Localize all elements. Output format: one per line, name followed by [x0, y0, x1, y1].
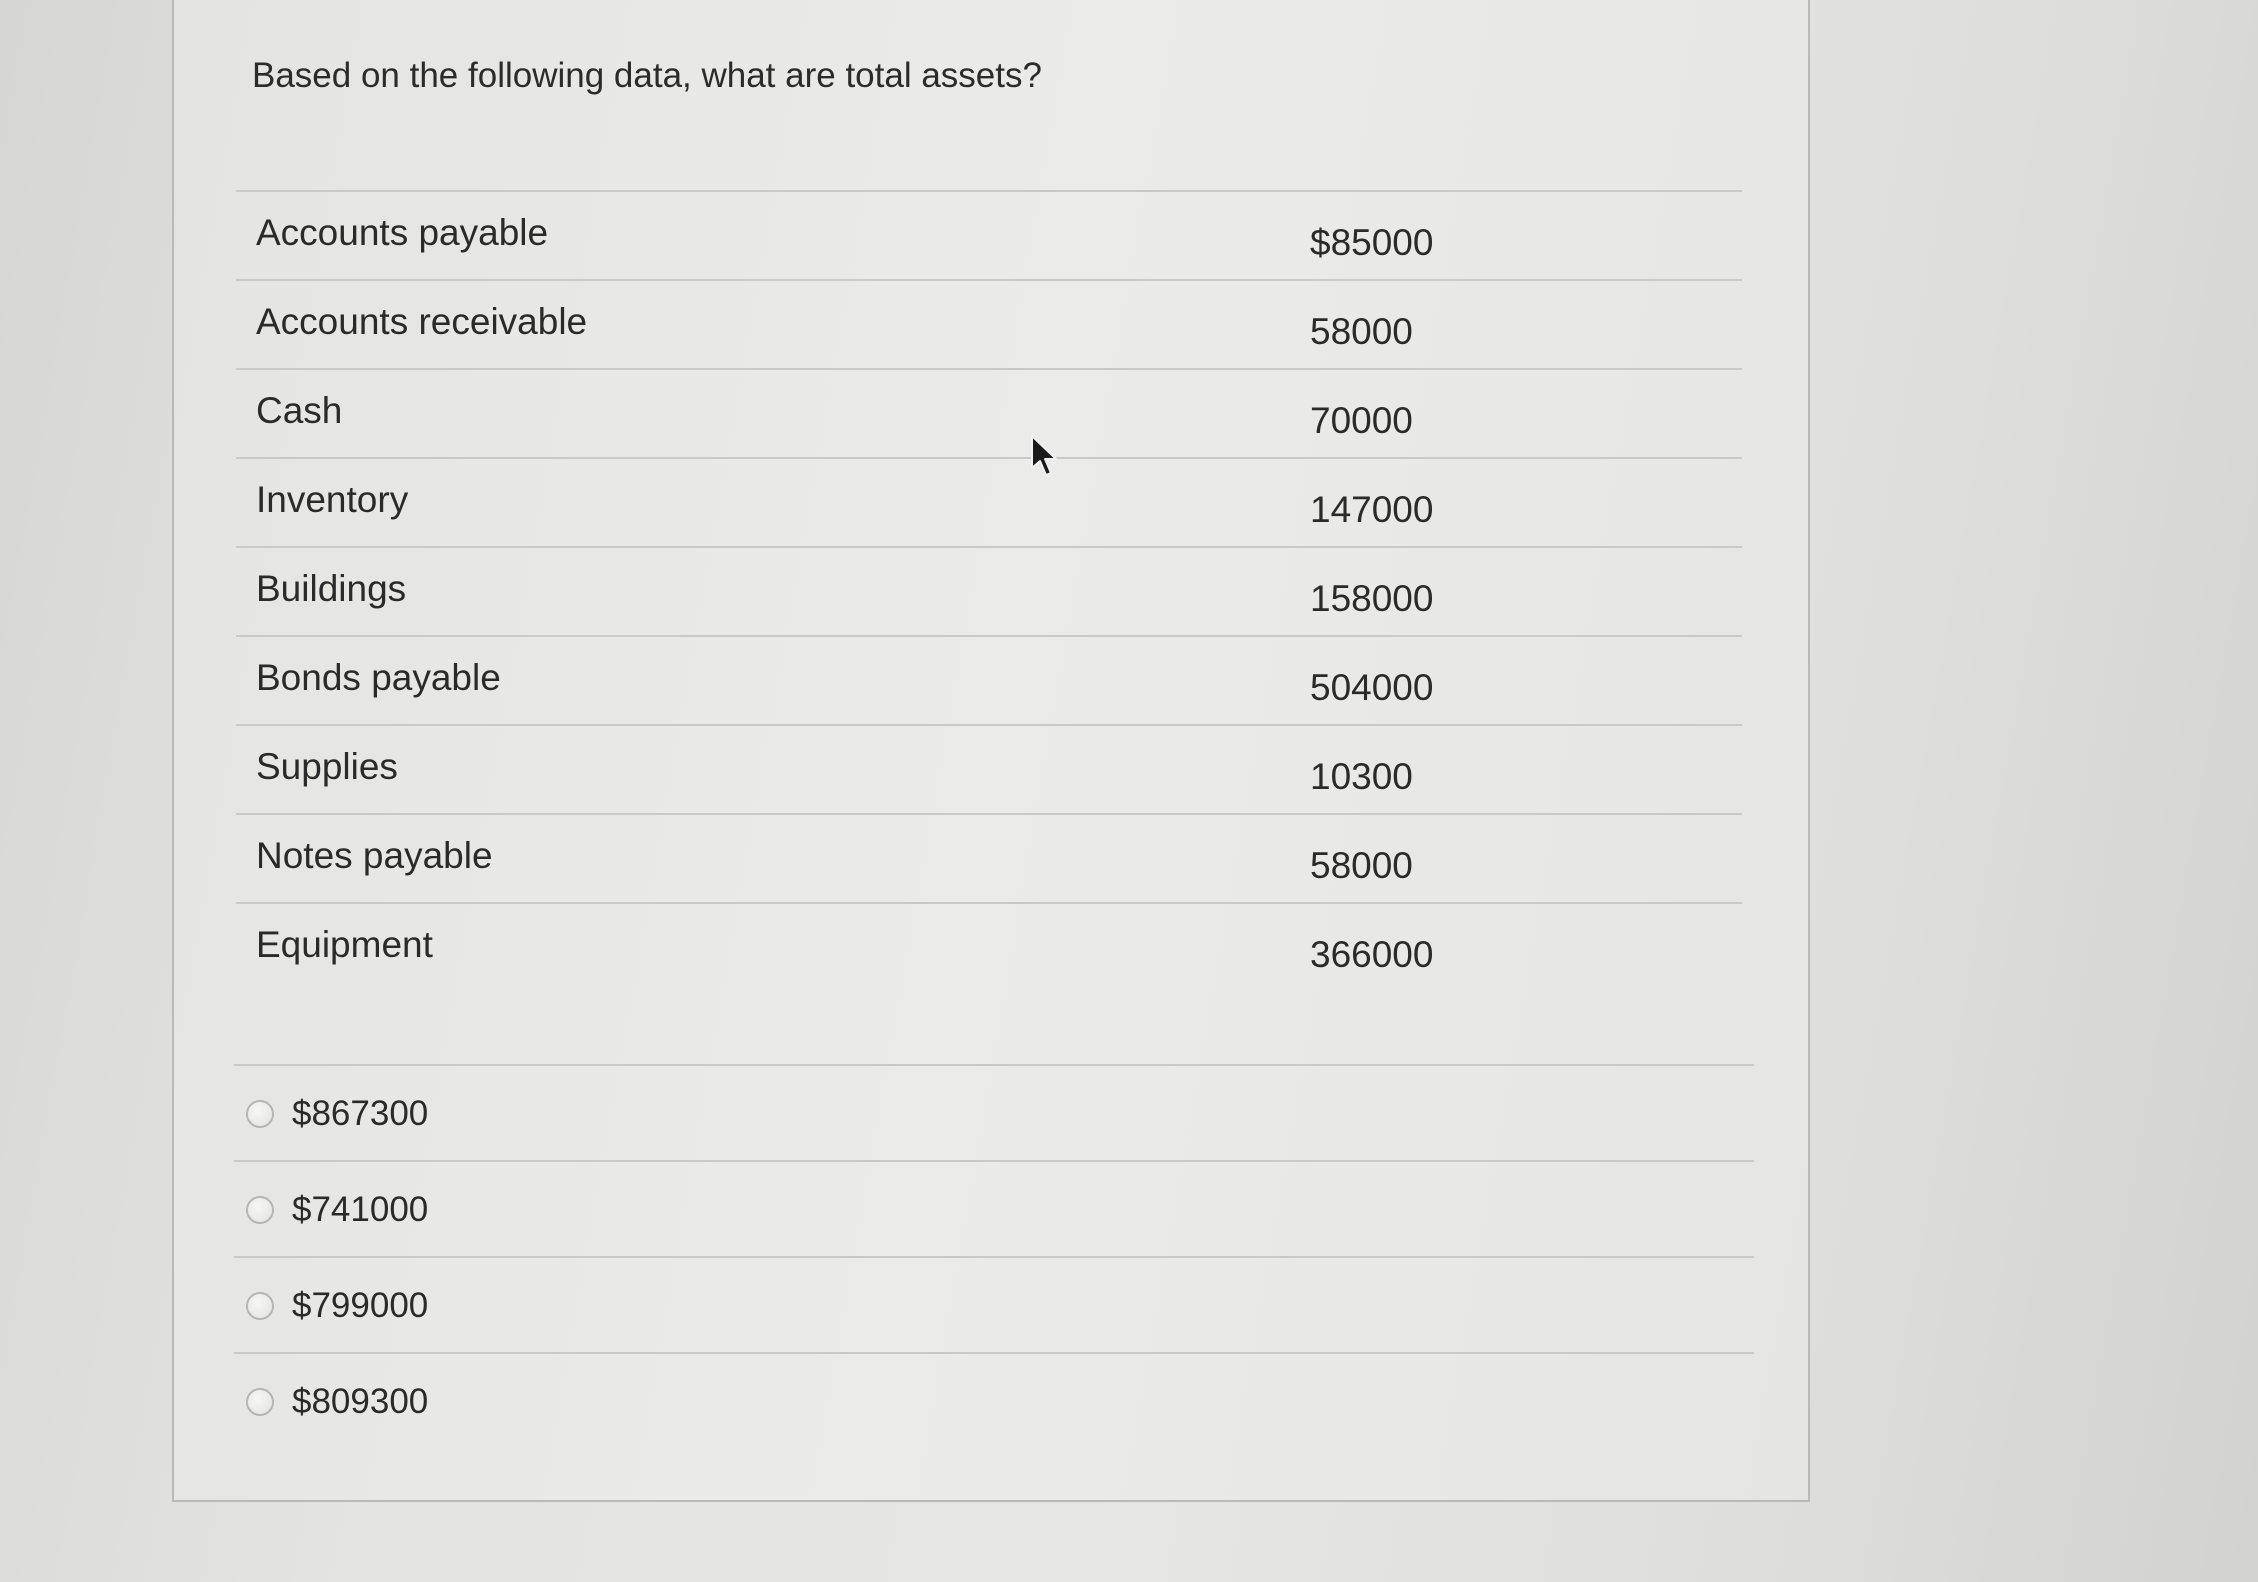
row-label: Notes payable [256, 835, 493, 876]
answer-option-label[interactable]: $799000 [292, 1286, 429, 1325]
row-label: Equipment [256, 924, 433, 965]
answer-option-label[interactable]: $741000 [292, 1190, 429, 1229]
radio-button-icon[interactable] [246, 1196, 274, 1224]
question-text: Based on the following data, what are total assets? [252, 56, 1042, 95]
row-label: Accounts payable [256, 212, 549, 253]
table-row [236, 279, 1742, 368]
table-row [236, 902, 1742, 1056]
radio-button-icon[interactable] [246, 1100, 274, 1128]
table-row [236, 546, 1742, 635]
table-row [236, 190, 1742, 279]
answer-option-label[interactable]: $867300 [292, 1094, 429, 1133]
mouse-pointer-icon [1030, 434, 1060, 478]
row-value: 10300 [1310, 756, 1413, 797]
row-value: $85000 [1310, 222, 1434, 263]
row-value: 366000 [1310, 934, 1434, 975]
table-row [236, 635, 1742, 724]
row-value: 504000 [1310, 667, 1434, 708]
answer-option-label[interactable]: $809300 [292, 1382, 429, 1421]
row-value: 58000 [1310, 311, 1413, 352]
data-table [236, 190, 1742, 1056]
row-label: Accounts receivable [256, 301, 588, 342]
row-value: 70000 [1310, 400, 1413, 441]
row-label: Buildings [256, 568, 407, 609]
answer-option[interactable] [234, 1160, 1754, 1256]
row-value: 147000 [1310, 489, 1434, 530]
row-label: Bonds payable [256, 657, 501, 698]
radio-button-icon[interactable] [246, 1292, 274, 1320]
table-row [236, 368, 1742, 457]
question-card [172, 0, 1810, 1502]
row-label: Supplies [256, 746, 398, 787]
answer-option[interactable] [234, 1064, 1754, 1160]
answer-options [234, 1064, 1754, 1448]
answer-option[interactable] [234, 1256, 1754, 1352]
table-row [236, 813, 1742, 902]
row-label: Cash [256, 390, 343, 431]
row-value: 158000 [1310, 578, 1434, 619]
row-value: 58000 [1310, 845, 1413, 886]
row-label: Inventory [256, 479, 409, 520]
answer-option[interactable] [234, 1352, 1754, 1448]
table-row [236, 457, 1742, 546]
radio-button-icon[interactable] [246, 1388, 274, 1416]
table-row [236, 724, 1742, 813]
